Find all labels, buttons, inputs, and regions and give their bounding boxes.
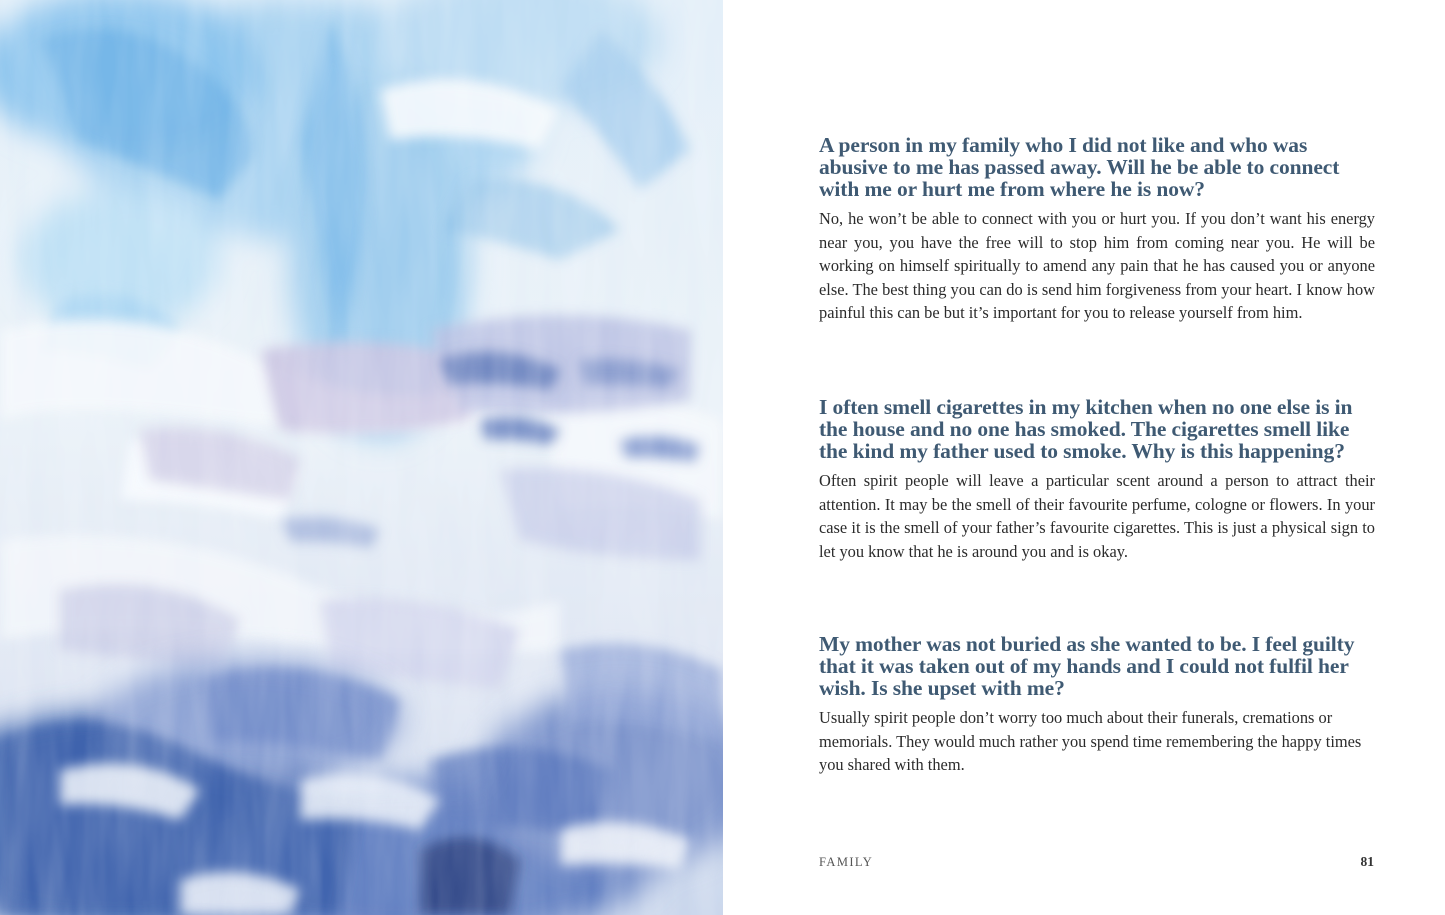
text-page bbox=[723, 0, 1445, 915]
answer-paragraph: Often spirit people will leave a particular scent around a person to attract their attention. It may be the smell of their favourite perfume, cologne or flowers. In your case it is the smell of your father’s favourite cigarettes. This is just a physical sign to let you know that he is around you and is okay. bbox=[819, 471, 1375, 561]
qa-block bbox=[819, 396, 1375, 563]
answer-paragraph: No, he won’t be able to connect with you or hurt you. If you don’t want his energy near you, you have the free will to stop him from coming near you. He will be working on himself spiritually to amend any pain that he has caused you or anyone else. The best thing you can do is send him forgiveness from your heart. I know how painful this can be but it’s important for you to release yourself from him. bbox=[819, 209, 1375, 323]
question-heading: My mother was not buried as she wanted to be. I feel guilty that it was taken out of my hands and I could not fulfil her wish. Is she upset with me? bbox=[819, 632, 1355, 700]
question-heading: A person in my family who I did not like and who was abusive to me has passed away. Will he be able to connect with me or hurt me from where he is now? bbox=[819, 133, 1340, 201]
answer-paragraph: Usually spirit people don’t worry too much about their funerals, cremations or memorials. They would much rather you spend time remembering the happy times you shared with them. bbox=[819, 708, 1362, 775]
qa-block bbox=[819, 633, 1375, 777]
qa-block bbox=[819, 134, 1375, 325]
page-number: 81 bbox=[1360, 854, 1374, 869]
running-footer-section: FAMILY bbox=[819, 855, 874, 869]
question-heading: I often smell cigarettes in my kitchen when no one else is in the house and no one has smoked. The cigarettes smell like the kind my father used to smoke. Why is this happening? bbox=[819, 395, 1353, 463]
